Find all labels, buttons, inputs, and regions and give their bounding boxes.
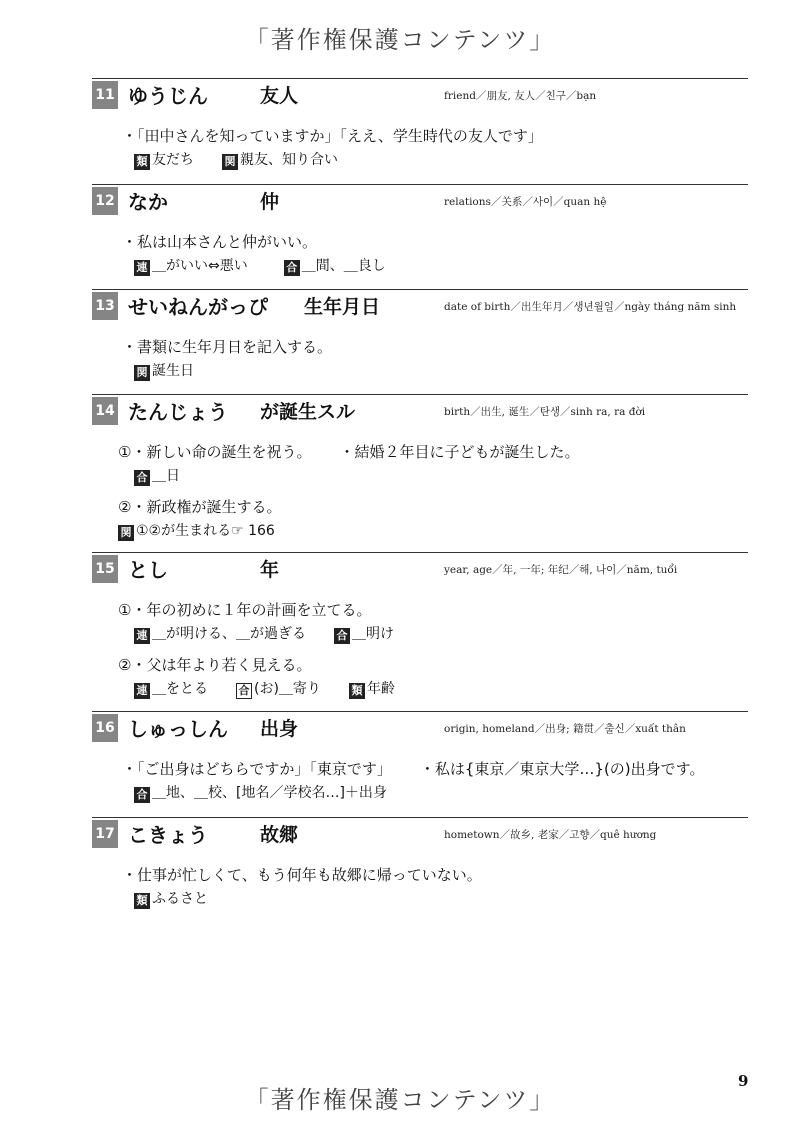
note-text: ふるさと — [152, 891, 208, 907]
watermark-top: 「著作権保護コンテンツ」 — [244, 26, 556, 54]
entry-reading: ゆうじん — [128, 84, 208, 108]
entry-reading: とし — [128, 558, 168, 582]
vocab-entry — [92, 711, 748, 817]
vocab-entry — [92, 817, 748, 917]
compound-tag: 合 — [284, 260, 300, 276]
note-text: ＿がいい⇔悪い — [152, 258, 248, 274]
entry-kanji: 出身 — [260, 718, 299, 740]
entry-translation: date of birth／出生年月／생년월일／ngày tháng năm sinh — [444, 301, 737, 313]
vocab-entry — [92, 552, 748, 711]
compound-tag: 合 — [134, 787, 150, 803]
example-sentence-row — [92, 760, 748, 778]
collocation-tag: 連 — [134, 683, 150, 699]
synonym-tag: 類 — [134, 893, 150, 909]
entry-notes — [92, 362, 748, 381]
entry-header — [92, 289, 748, 324]
entry-notes — [92, 467, 748, 486]
entry-number: 17 — [92, 820, 118, 848]
entry-header — [92, 184, 748, 219]
example-sentence: ・私は山本さんと仲がいい。 — [122, 233, 318, 251]
entry-translation: friend／朋友, 友人／친구／bạn — [444, 90, 597, 102]
related-tag: 関 — [222, 154, 238, 170]
entry-reading: たんじょう — [128, 400, 228, 424]
page-number: 9 — [738, 1072, 749, 1090]
compound-tag: 合 — [134, 470, 150, 486]
entry-translation: hometown／故乡, 老家／고향／quê hương — [444, 829, 657, 841]
note-text: 年齢 — [366, 681, 395, 697]
example-sentence: ②・新政権が誕生する。 — [118, 498, 282, 516]
entry-translation: year, age／年, 一年; 年纪／해, 나이／năm, tuổi — [444, 564, 678, 576]
related-tag: 関 — [118, 525, 134, 541]
entry-reading: なか — [128, 190, 168, 214]
related-tag: 関 — [134, 365, 150, 381]
note-text: ＿明け — [352, 626, 394, 642]
collocation-tag: 連 — [134, 628, 150, 644]
entry-kanji: 故郷 — [260, 824, 299, 846]
example-sentence: ①・新しい命の誕生を祝う。 — [118, 443, 312, 461]
entry-kanji: が誕生スル — [260, 401, 356, 423]
entry-header — [92, 78, 748, 113]
synonym-tag: 類 — [349, 683, 365, 699]
entry-reading: こきょう — [128, 823, 208, 847]
example-sentence: ・「ご出身はどちらですか」「東京です」 — [122, 760, 392, 778]
example-sentence: ・書類に生年月日を記入する。 — [122, 338, 333, 356]
entry-number: 11 — [92, 81, 118, 109]
vocab-entry — [92, 78, 748, 184]
note-text: 誕生日 — [152, 363, 194, 379]
entry-header — [92, 817, 748, 852]
entry-kanji: 生年月日 — [304, 296, 381, 318]
note-text: 親友、知り合い — [240, 152, 338, 168]
entry-translation: origin, homeland／出身; 籍贯／출신／xuất thân — [444, 723, 686, 735]
entry-notes — [92, 625, 748, 644]
example-sentence-row — [92, 443, 748, 461]
entry-number: 14 — [92, 397, 118, 425]
entry-number: 15 — [92, 555, 118, 583]
example-sentence: ②・父は年より若く見える。 — [118, 656, 312, 674]
entry-number: 16 — [92, 714, 118, 742]
note-text: (お)＿寄り — [254, 681, 321, 697]
entry-number: 13 — [92, 292, 118, 320]
note-text: ①②が生まれる☞ 166 — [136, 523, 275, 539]
example-sentence: ①・年の初めに１年の計画を立てる。 — [118, 601, 372, 619]
note-text: ＿間、＿良し — [301, 258, 386, 274]
example-sentence: ・私は{東京／東京大学…}(の)出身です。 — [419, 760, 705, 778]
vocab-entry — [92, 394, 748, 552]
vocab-entry — [92, 184, 748, 289]
note-text: ＿をとる — [152, 681, 208, 697]
entry-number: 12 — [92, 187, 118, 215]
vocab-entry — [92, 289, 748, 394]
entry-reading: せいねんがっぴ — [128, 295, 268, 319]
vocabulary-list — [92, 78, 748, 917]
entry-notes — [92, 890, 748, 909]
entry-notes — [92, 784, 748, 803]
compound-tag: 合 — [334, 628, 350, 644]
entry-notes — [92, 257, 748, 276]
entry-kanji: 友人 — [260, 85, 299, 107]
entry-kanji: 年 — [260, 559, 280, 581]
example-sentence: ・仕事が忙しくて、もう何年も故郷に帰っていない。 — [122, 866, 482, 884]
note-text: ＿日 — [152, 468, 180, 484]
note-text: ＿地、＿校、[地名／学校名…]＋出身 — [152, 785, 387, 801]
entry-notes — [92, 680, 748, 699]
watermark-bottom: 「著作権保護コンテンツ」 — [244, 1086, 556, 1114]
entry-translation: relations／关系／사이／quan hệ — [444, 196, 607, 208]
entry-translation: birth／出生, 诞生／탄생／sinh ra, ra đời — [444, 406, 646, 418]
synonym-tag: 類 — [134, 154, 150, 170]
entry-reading: しゅっしん — [128, 717, 228, 741]
note-text: 友だち — [152, 152, 194, 168]
note-text: ＿が明ける、＿が過ぎる — [152, 626, 306, 642]
entry-header — [92, 394, 748, 429]
example-sentence: ・結婚２年目に子どもが誕生した。 — [339, 443, 580, 461]
entry-header — [92, 552, 748, 587]
entry-kanji: 仲 — [260, 191, 280, 213]
collocation-tag: 連 — [134, 260, 150, 276]
entry-header — [92, 711, 748, 746]
compound-tag: 合 — [236, 683, 252, 699]
example-sentence: ・「田中さんを知っていますか」「ええ、学生時代の友人です」 — [122, 127, 543, 145]
entry-notes — [92, 522, 748, 541]
entry-notes — [92, 151, 748, 170]
